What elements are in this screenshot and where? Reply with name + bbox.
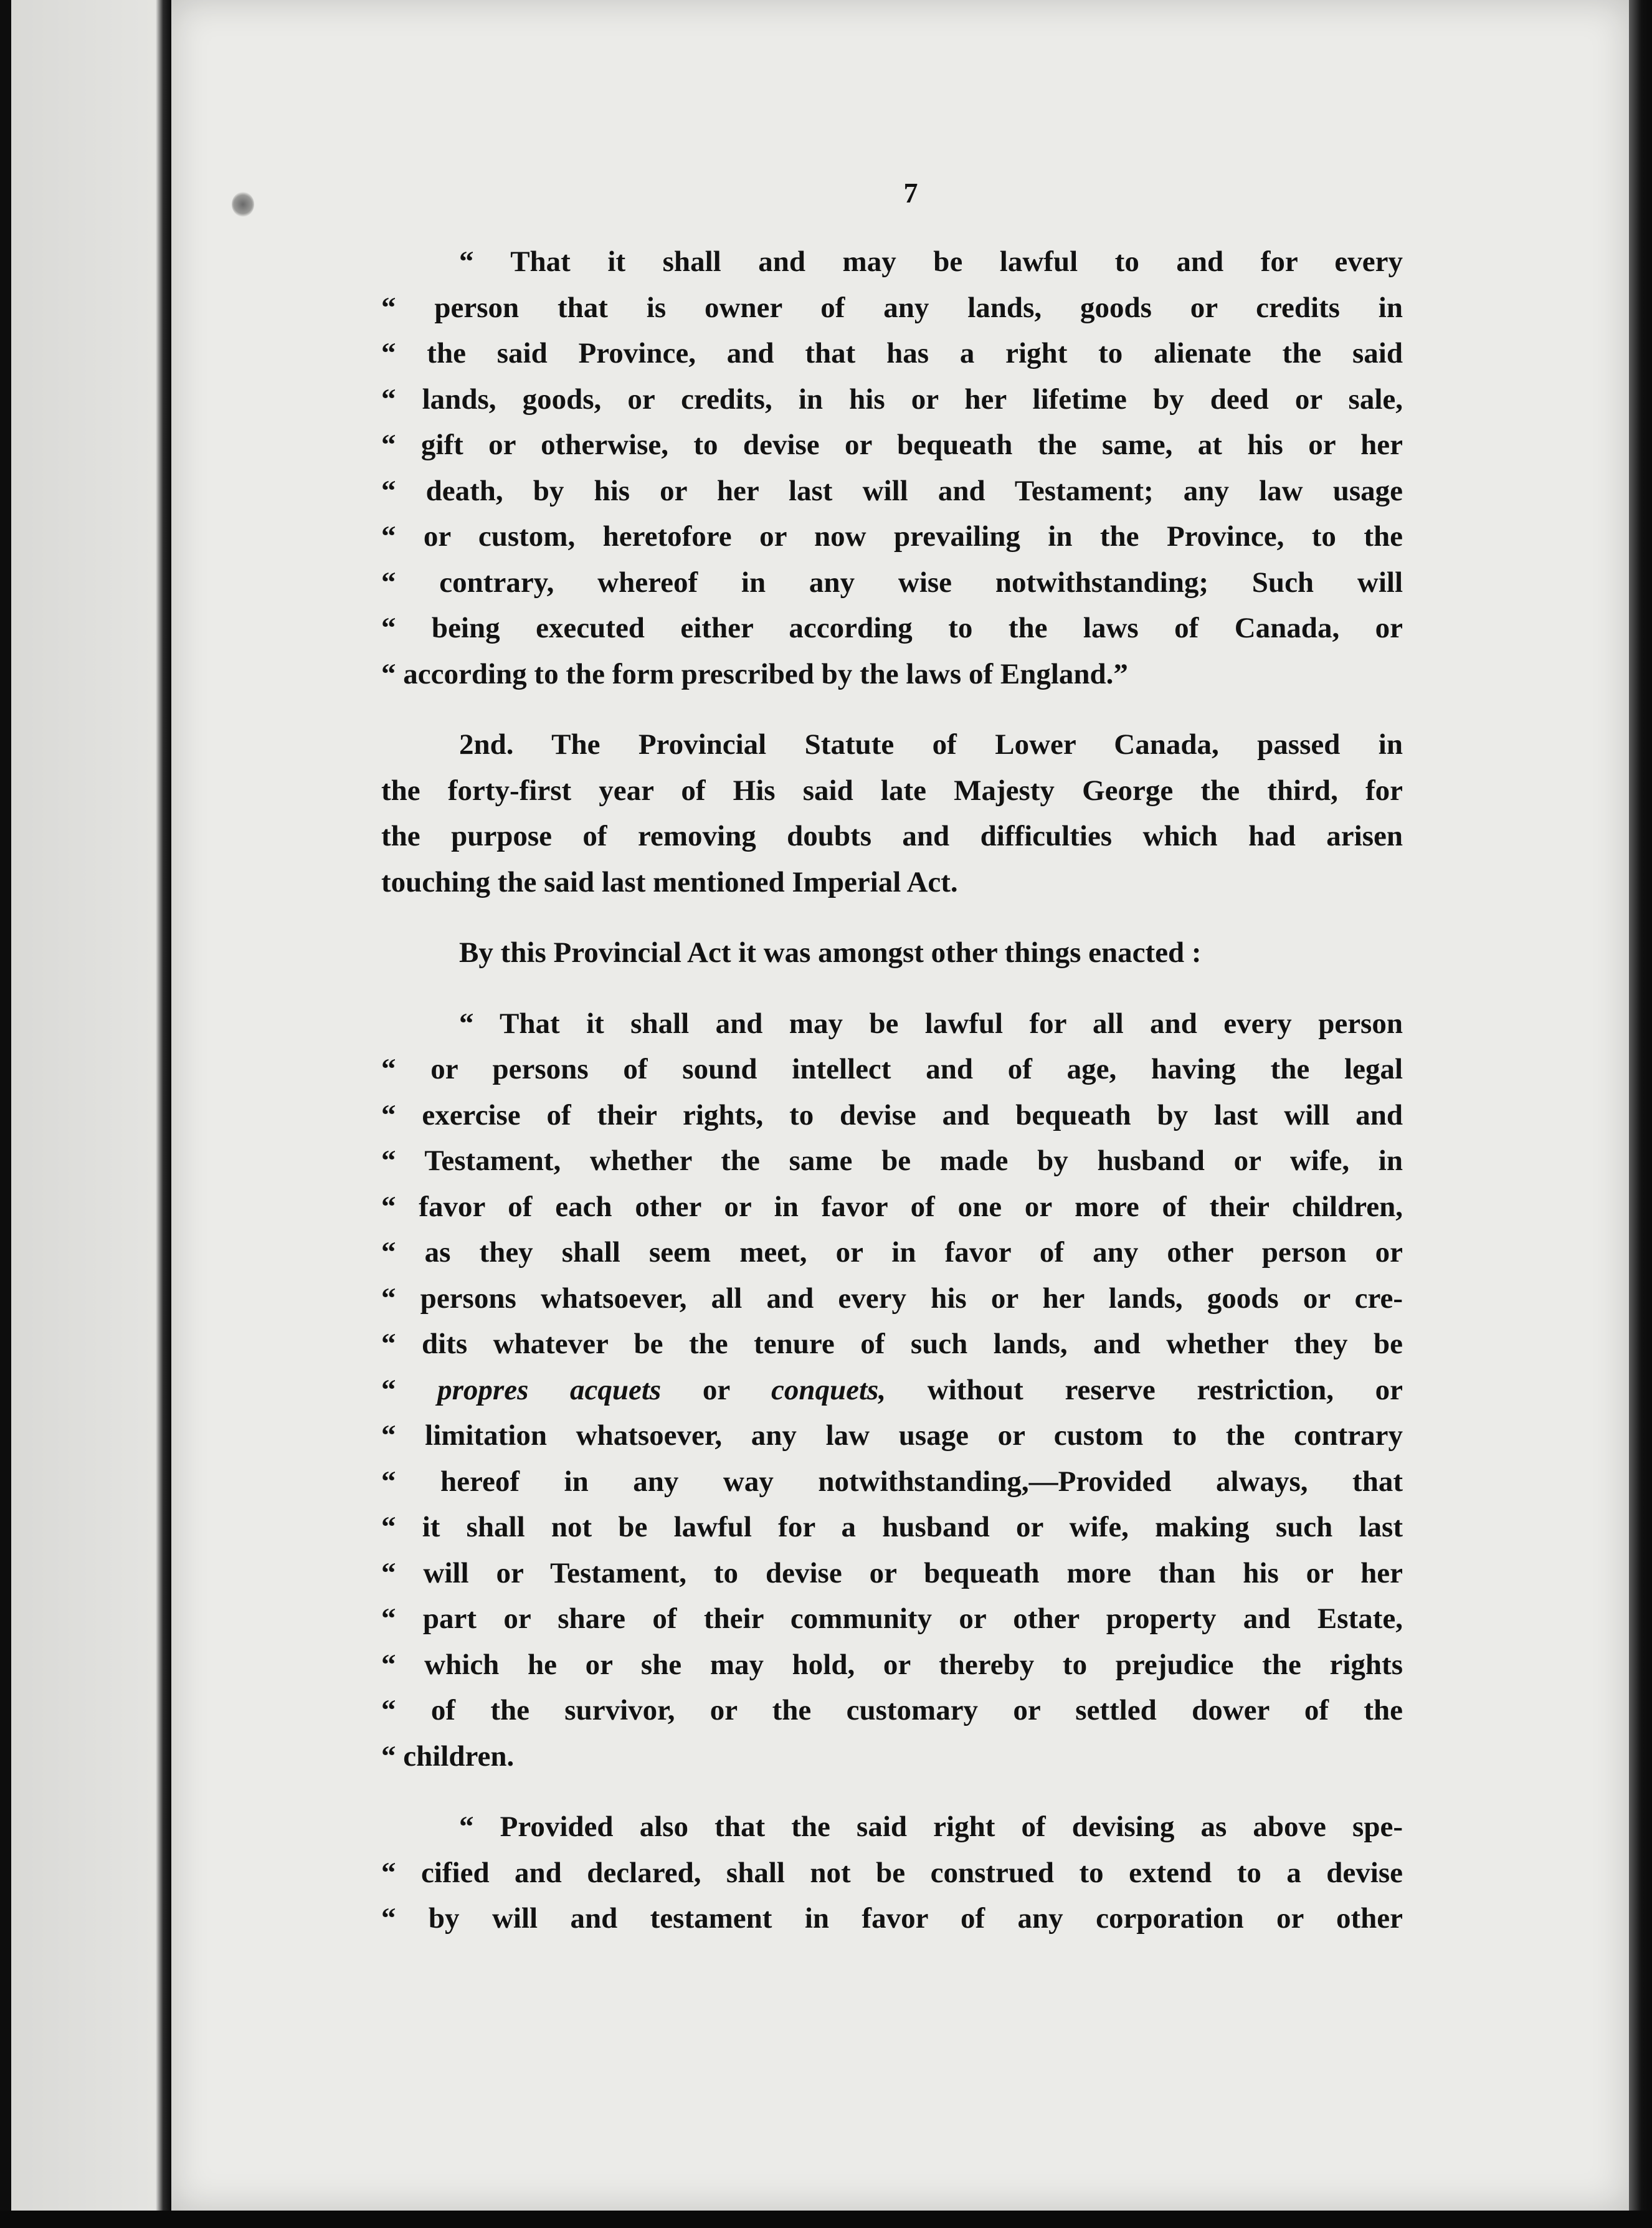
text-fragment: or xyxy=(661,1373,771,1406)
text-line: “ the said Province, and that has a right to alienate the said xyxy=(381,337,1403,369)
text-line: “ children. xyxy=(381,1740,515,1773)
text-line: 2nd. The Provincial Statute of Lower Canada, passed in xyxy=(459,728,1403,761)
text-line: “ lands, goods, or credits, in his or her lifetime by deed or sale, xyxy=(381,383,1403,416)
page-text xyxy=(381,174,1403,1967)
text-line: “ exercise of their rights, to devise and bequeath by last will and xyxy=(381,1098,1403,1131)
text-line: “ by will and testament in favor of any corporation or other xyxy=(381,1902,1403,1935)
text-line: “ persons whatsoever, all and every his or her lands, goods or cre- xyxy=(381,1282,1403,1315)
paragraph xyxy=(381,1001,1403,1780)
text-line: “ as they shall seem meet, or in favor of any other person or xyxy=(381,1236,1403,1269)
text-line: “ gift or otherwise, to devise or bequeath the same, at his or her xyxy=(381,429,1403,461)
text-line: the purpose of removing doubts and difficulties which had arisen xyxy=(381,820,1403,852)
text-line: “ Testament, whether the same be made by husband or wife, in xyxy=(381,1145,1403,1177)
text-line: “ That it shall and may be lawful for all and every person xyxy=(459,1007,1403,1040)
text-line: “ Provided also that the said right of devising as above spe- xyxy=(459,1811,1403,1843)
scan-bottom-edge xyxy=(0,2211,1652,2228)
text-line: “ according to the form prescribed by the laws of England.” xyxy=(381,657,1128,690)
text-line: “ cified and declared, shall not be construed to extend to a devise xyxy=(381,1856,1403,1889)
text-line: “ favor of each other or in favor of one or more of their children, xyxy=(381,1190,1403,1223)
paragraphs-container xyxy=(381,239,1403,1942)
text-line: “ person that is owner of any lands, goods or credits in xyxy=(381,291,1403,324)
text-line: “ hereof in any way notwithstanding,—Provided always, that xyxy=(381,1465,1403,1498)
text-fragment: “ xyxy=(381,1373,438,1406)
paragraph xyxy=(381,722,1403,905)
text-line: “ death, by his or her last will and Testament; any law usage xyxy=(381,474,1403,507)
text-line: “ contrary, whereof in any wise notwithstanding; Such will xyxy=(381,566,1403,599)
paragraph xyxy=(381,930,1403,976)
text-line: “ That it shall and may be lawful to and for every xyxy=(459,245,1403,278)
text-line: “ part or share of their community or other property and Estate, xyxy=(381,1602,1403,1635)
text-line: “ being executed either according to the laws of Canada, or xyxy=(381,612,1403,644)
scan-left-margin xyxy=(0,0,171,2228)
text-line: “ will or Testament, to devise or bequeath more than his or her xyxy=(381,1556,1403,1589)
text-line: “ which he or she may hold, or thereby to prejudice the rights xyxy=(381,1648,1403,1681)
text-line: “ or custom, heretofore or now prevailing in the Province, to the xyxy=(381,520,1403,553)
scan-right-edge xyxy=(1629,0,1652,2228)
text-line: “ or persons of sound intellect and of age, having the legal xyxy=(381,1053,1403,1085)
text-line: By this Provincial Act it was amongst other things enacted : xyxy=(459,936,1202,969)
text-line: “ limitation whatsoever, any law usage or custom to the contrary xyxy=(381,1419,1403,1452)
text-fragment: without reserve restriction, or xyxy=(886,1373,1403,1406)
italic-term: propres acquets xyxy=(437,1373,662,1406)
text-line: “ it shall not be lawful for a husband or wife, making such last xyxy=(381,1511,1403,1543)
text-line: touching the said last mentioned Imperial Act. xyxy=(381,865,958,898)
binding-hole-mark xyxy=(232,192,254,217)
paragraph xyxy=(381,1804,1403,1942)
text-line: “ dits whatever be the tenure of such lands, and whether they be xyxy=(381,1328,1403,1360)
paragraph xyxy=(381,239,1403,697)
text-line xyxy=(381,1368,1403,1414)
text-line: the forty-first year of His said late Majesty George the third, for xyxy=(381,774,1403,807)
page-number: 7 xyxy=(903,177,918,209)
italic-term: conquets, xyxy=(771,1373,886,1406)
text-line: “ of the survivor, or the customary or settled dower of the xyxy=(381,1694,1403,1726)
